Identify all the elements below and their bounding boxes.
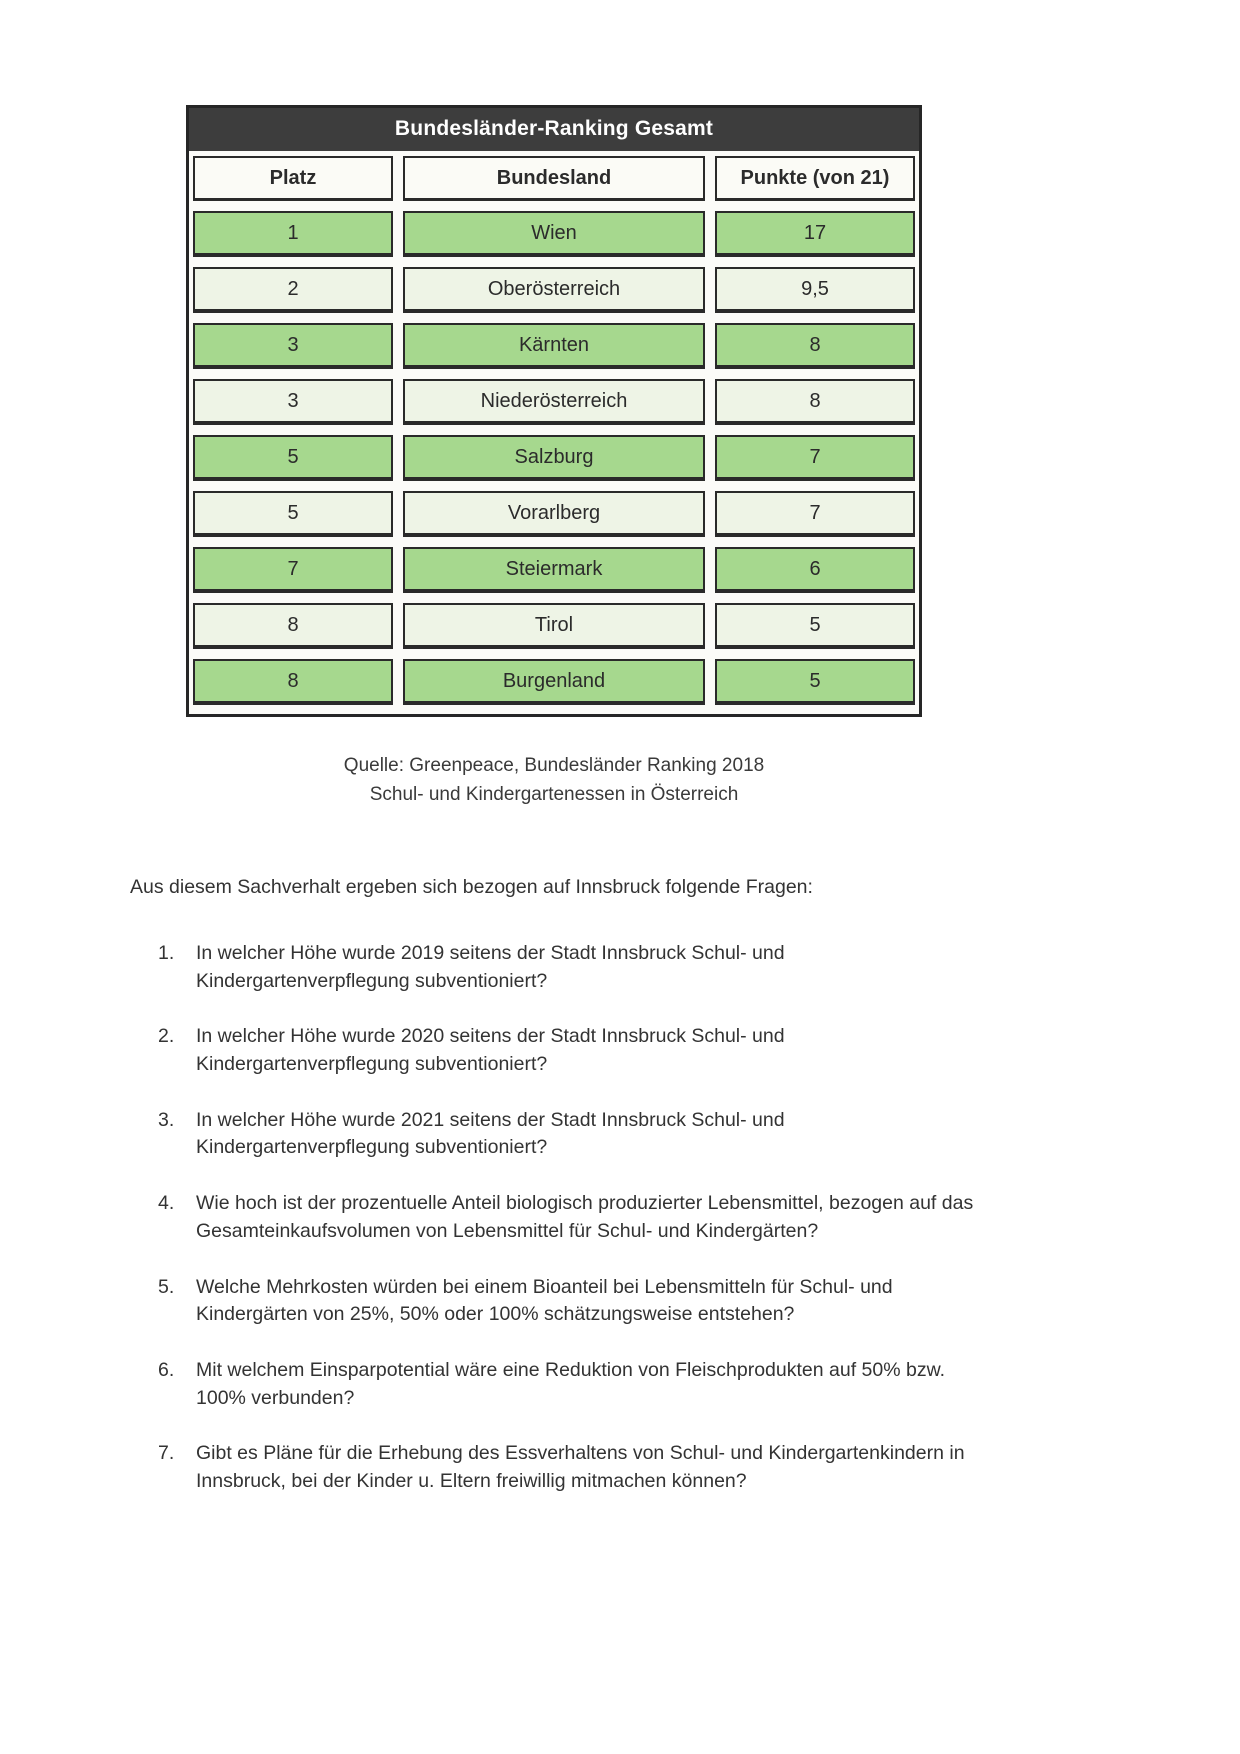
cell-bundesland: Kärnten <box>403 323 705 369</box>
table-header-row <box>189 151 919 206</box>
table-row <box>189 542 919 598</box>
cell-punkte: 7 <box>715 435 915 481</box>
cell-platz: 8 <box>193 659 393 705</box>
cell-bundesland: Steiermark <box>403 547 705 593</box>
cell-platz: 5 <box>193 435 393 481</box>
caption-line-2: Schul- und Kindergartenessen in Österreich <box>369 783 739 805</box>
table-row <box>189 598 919 654</box>
question-text: Mit welchem Einsparpotential wäre eine Reduktion von Fleischprodukten auf 50% bzw. 100% verbunden? <box>196 1358 945 1409</box>
cell-platz: 3 <box>193 323 393 369</box>
question-text: In welcher Höhe wurde 2020 seitens der Stadt Innsbruck Schul- und Kindergartenverpflegung subventioniert? <box>196 1025 785 1076</box>
cell-platz: 5 <box>193 491 393 537</box>
cell-bundesland: Niederösterreich <box>403 379 705 425</box>
column-header-punkte: Punkte (von 21) <box>715 156 915 201</box>
table-row <box>189 262 919 318</box>
table-row <box>189 206 919 262</box>
table-source-caption <box>186 752 922 809</box>
column-header-bundesland: Bundesland <box>403 156 705 201</box>
questions-list <box>158 940 1038 1524</box>
table-title: Bundesländer-Ranking Gesamt <box>189 108 919 151</box>
cell-bundesland: Oberösterreich <box>403 267 705 313</box>
table-row <box>189 430 919 486</box>
cell-punkte: 6 <box>715 547 915 593</box>
question-item <box>158 940 1038 995</box>
question-item <box>158 1107 1038 1162</box>
question-number: 2. <box>158 1025 175 1048</box>
intro-paragraph: Aus diesem Sachverhalt ergeben sich bezogen auf Innsbruck folgende Fragen: <box>130 876 813 898</box>
question-text: Wie hoch ist der prozentuelle Anteil biologisch produzierter Lebensmittel, bezogen auf das Gesamteinkaufsvolumen von Lebensmittel für Schul- und Kindergärten? <box>196 1192 974 1242</box>
cell-punkte: 5 <box>715 603 915 649</box>
cell-platz: 8 <box>193 603 393 649</box>
cell-bundesland: Tirol <box>403 603 705 649</box>
question-number: 1. <box>158 942 175 964</box>
question-text: In welcher Höhe wurde 2021 seitens der Stadt Innsbruck Schul- und Kindergartenverpflegung subventioniert? <box>196 1108 785 1159</box>
ranking-table <box>186 105 922 717</box>
cell-bundesland: Wien <box>403 211 705 257</box>
table-row <box>189 486 919 542</box>
cell-punkte: 9,5 <box>715 267 915 313</box>
table-row <box>189 374 919 430</box>
question-item <box>158 1023 1038 1078</box>
question-number: 5. <box>158 1275 175 1298</box>
cell-punkte: 8 <box>715 379 915 425</box>
question-item <box>158 1357 1038 1412</box>
cell-bundesland: Salzburg <box>403 435 705 481</box>
question-number: 4. <box>158 1192 175 1215</box>
cell-bundesland: Vorarlberg <box>403 491 705 537</box>
question-item <box>158 1190 1038 1245</box>
column-header-platz: Platz <box>193 156 393 201</box>
question-number: 6. <box>158 1358 175 1381</box>
cell-punkte: 17 <box>715 211 915 257</box>
table-row <box>189 654 919 710</box>
question-item <box>158 1274 1038 1329</box>
question-number: 7. <box>158 1442 175 1465</box>
cell-platz: 3 <box>193 379 393 425</box>
cell-platz: 7 <box>193 547 393 593</box>
caption-line-1: Quelle: Greenpeace, Bundesländer Ranking 2018 <box>343 755 765 776</box>
table-row <box>189 318 919 374</box>
cell-punkte: 5 <box>715 659 915 705</box>
cell-platz: 1 <box>193 211 393 257</box>
question-text: Welche Mehrkosten würden bei einem Bioanteil bei Lebensmitteln für Schul- und Kindergärten von 25%, 50% oder 100% schätzungsweise entstehen? <box>196 1275 893 1326</box>
question-text: Gibt es Pläne für die Erhebung des Essverhaltens von Schul- und Kindergartenkindern in Innsbruck, bei der Kinder u. Eltern freiwillig mitmachen können? <box>196 1442 965 1492</box>
question-text: In welcher Höhe wurde 2019 seitens der Stadt Innsbruck Schul- und Kindergartenverpflegung subventioniert? <box>196 942 785 992</box>
cell-punkte: 7 <box>715 491 915 537</box>
cell-platz: 2 <box>193 267 393 313</box>
cell-bundesland: Burgenland <box>403 659 705 705</box>
cell-punkte: 8 <box>715 323 915 369</box>
question-item <box>158 1440 1038 1495</box>
question-number: 3. <box>158 1108 175 1131</box>
